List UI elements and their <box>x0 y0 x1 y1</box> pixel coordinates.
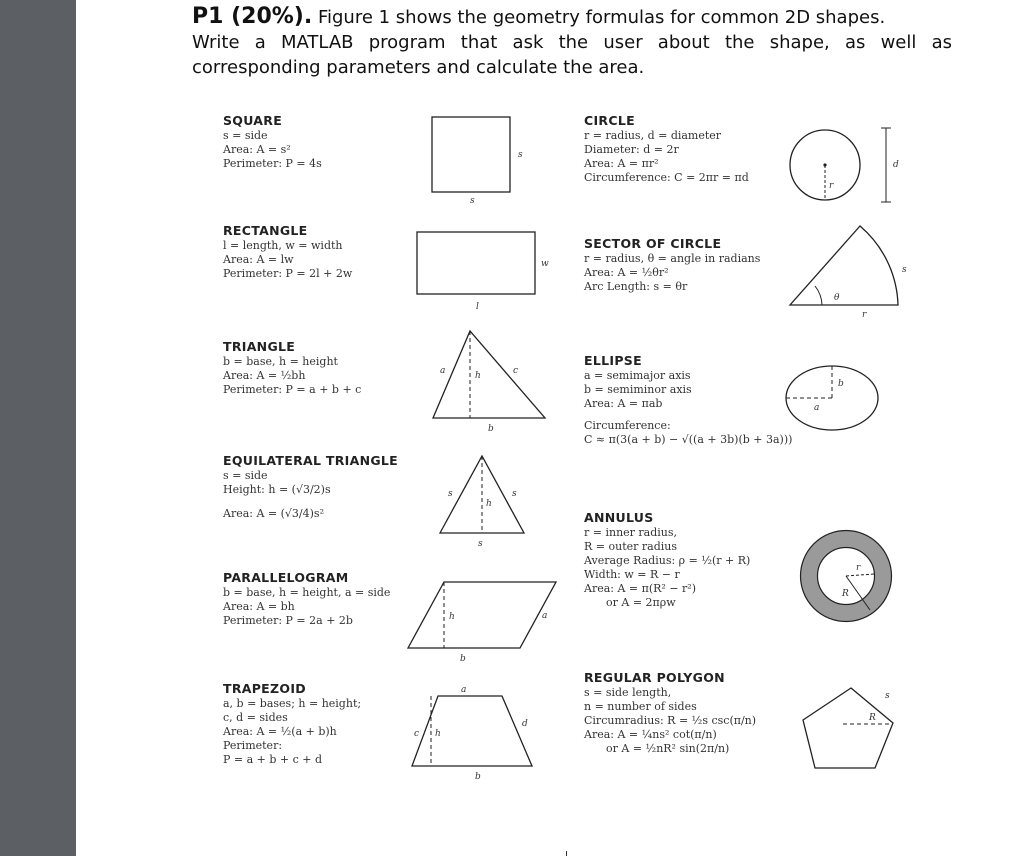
problem-line-3: corresponding parameters and calculate the area. <box>192 57 645 78</box>
circle-label-r: r <box>829 181 834 191</box>
triangle-shape <box>433 331 545 418</box>
triangle-section <box>223 340 361 397</box>
ellipse-line: Circumference: <box>584 419 671 432</box>
sector-section <box>584 237 760 294</box>
regular-polygon-line: s = side length, <box>584 686 672 699</box>
parallelogram-title: PARALLELOGRAM <box>223 570 349 585</box>
square-line: Area: A = s² <box>223 143 291 156</box>
equilateral-triangle-line: s = side <box>223 469 268 482</box>
square-label-bottom: s <box>470 196 475 206</box>
rectangle-label-width: w <box>541 259 549 269</box>
rectangle-title: RECTANGLE <box>223 223 308 238</box>
annulus-line: or A = 2πρw <box>606 596 676 609</box>
circle-line: r = radius, d = diameter <box>584 129 722 142</box>
circle-diagram <box>780 110 910 220</box>
ellipse-line: C ≈ π(3(a + b) − √((a + 3b)(b + 3a))) <box>584 433 793 446</box>
square-title: SQUARE <box>223 113 283 128</box>
triangle-label-c: c <box>513 366 519 376</box>
equilateral-triangle-line: Area: A = (√3/4)s² <box>223 507 324 520</box>
square-section <box>223 114 322 171</box>
trapezoid-line: P = a + b + c + d <box>223 753 323 766</box>
equilateral-label-h: h <box>486 499 492 509</box>
annulus-line: r = inner radius, <box>584 526 678 539</box>
equilateral-label-left: s <box>448 489 453 499</box>
equilateral-triangle-section <box>223 454 398 521</box>
regular-polygon-line: Circumradius: R = ½s csc(π/n) <box>584 714 757 727</box>
square-label-side: s <box>518 150 523 160</box>
rectangle-line: Area: A = lw <box>223 253 294 266</box>
trapezoid-label-a: a <box>461 685 467 695</box>
circle-section <box>584 114 749 185</box>
rectangle-section <box>223 224 352 281</box>
triangle-label-h: h <box>475 371 481 381</box>
ellipse-diagram <box>780 360 900 450</box>
problem-line-1: Figure 1 shows the geometry formulas for common 2D shapes. <box>317 7 886 28</box>
equilateral-triangle-title: EQUILATERAL TRIANGLE <box>223 453 399 468</box>
parallelogram-line: b = base, h = height, a = side <box>223 586 391 599</box>
ellipse-line: b = semiminor axis <box>584 383 692 396</box>
trapezoid-label-h: h <box>435 729 441 739</box>
parallelogram-label-b: b <box>460 654 466 664</box>
parallelogram-diagram <box>400 575 570 665</box>
parallelogram-line: Area: A = bh <box>223 600 295 613</box>
rectangle-line: l = length, w = width <box>223 239 343 252</box>
trapezoid-label-c: c <box>414 729 420 739</box>
rectangle-line: Perimeter: P = 2l + 2w <box>223 267 353 280</box>
regular-polygon-line: Area: A = ¼ns² cot(π/n) <box>584 728 717 741</box>
annulus-title: ANNULUS <box>584 510 654 525</box>
sector-line: Area: A = ½θr² <box>584 266 669 279</box>
regular-polygon-label-R: R <box>869 713 876 723</box>
trapezoid-label-d: d <box>522 719 528 729</box>
ellipse-label-a: a <box>814 403 820 413</box>
ellipse-title: ELLIPSE <box>584 353 642 368</box>
equilateral-triangle-diagram <box>440 450 550 550</box>
sector-line: Arc Length: s = θr <box>584 280 688 293</box>
triangle-title: TRIANGLE <box>223 339 296 354</box>
problem-title: P1 (20%). <box>192 4 313 29</box>
circle-label-d: d <box>893 160 899 170</box>
equilateral-triangle-line: Height: h = (√3/2)s <box>223 483 331 496</box>
regular-polygon-diagram <box>795 680 915 780</box>
square-line: Perimeter: P = 4s <box>223 157 322 170</box>
annulus-label-r: r <box>856 563 861 573</box>
annulus-line: Average Radius: ρ = ½(r + R) <box>584 554 751 567</box>
square-line: s = side <box>223 129 268 142</box>
circle-line: Circumference: C = 2πr = πd <box>584 171 749 184</box>
sector-label-r: r <box>862 310 867 320</box>
rectangle-shape <box>417 232 535 294</box>
sector-label-theta: θ <box>834 293 840 303</box>
trapezoid-line: Perimeter: <box>223 739 283 752</box>
parallelogram-label-a: a <box>542 611 548 621</box>
trapezoid-line: Area: A = ½(a + b)h <box>223 725 337 738</box>
trapezoid-line: c, d = sides <box>223 711 288 724</box>
parallelogram-line: Perimeter: P = 2a + 2b <box>223 614 353 627</box>
sector-label-s: s <box>902 265 907 275</box>
regular-polygon-label-s: s <box>885 691 890 701</box>
trapezoid-label-b: b <box>475 772 481 782</box>
parallelogram-label-h: h <box>449 612 455 622</box>
triangle-label-a: a <box>440 366 446 376</box>
circle-line: Area: A = πr² <box>584 157 659 170</box>
problem-line-2: Write a MATLAB program that ask the user about the shape, as well as <box>192 32 952 53</box>
regular-polygon-section <box>584 671 756 756</box>
ellipse-label-b: b <box>838 379 844 389</box>
annulus-line: Area: A = π(R² − r²) <box>584 582 697 595</box>
regular-polygon-shape <box>803 688 893 768</box>
ellipse-line: Area: A = πab <box>584 397 663 410</box>
triangle-line: Perimeter: P = a + b + c <box>223 383 362 396</box>
equilateral-label-bottom: s <box>478 539 483 549</box>
equilateral-label-right: s <box>512 489 517 499</box>
sector-angle-arc <box>815 286 822 305</box>
trapezoid-shape <box>412 696 532 766</box>
triangle-label-b: b <box>488 424 494 434</box>
circle-line: Diameter: d = 2r <box>584 143 679 156</box>
rectangle-diagram <box>410 225 560 315</box>
square-diagram <box>425 110 535 210</box>
annulus-diagram <box>800 530 900 630</box>
ellipse-line: a = semimajor axis <box>584 369 691 382</box>
sector-line: r = radius, θ = angle in radians <box>584 252 761 265</box>
triangle-line: b = base, h = height <box>223 355 338 368</box>
trapezoid-section <box>223 682 361 767</box>
annulus-section <box>584 511 750 610</box>
regular-polygon-title: REGULAR POLYGON <box>584 670 725 685</box>
sector-title: SECTOR OF CIRCLE <box>584 236 722 251</box>
sector-diagram <box>780 220 920 320</box>
triangle-line: Area: A = ½bh <box>223 369 306 382</box>
parallelogram-shape <box>408 582 556 648</box>
scroll-mark <box>566 851 567 856</box>
ellipse-section <box>584 354 792 447</box>
parallelogram-section <box>223 571 390 628</box>
trapezoid-title: TRAPEZOID <box>223 681 306 696</box>
annulus-line: Width: w = R − r <box>584 568 680 581</box>
sector-shape <box>790 226 898 305</box>
regular-polygon-line: n = number of sides <box>584 700 697 713</box>
circle-title: CIRCLE <box>584 113 635 128</box>
rectangle-label-length: l <box>476 302 479 312</box>
triangle-diagram <box>420 325 570 435</box>
trapezoid-line: a, b = bases; h = height; <box>223 697 362 710</box>
annulus-line: R = outer radius <box>584 540 677 553</box>
regular-polygon-line: or A = ½nR² sin(2π/n) <box>606 742 730 755</box>
annulus-label-R: R <box>842 589 849 599</box>
square-shape <box>432 117 510 192</box>
trapezoid-diagram <box>400 680 550 790</box>
